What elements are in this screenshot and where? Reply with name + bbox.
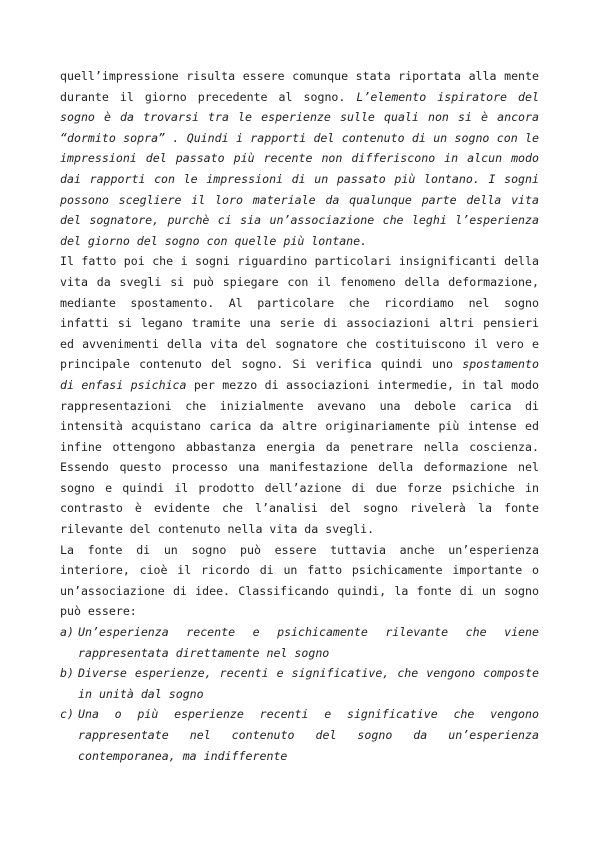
list-item [60, 704, 539, 766]
list-item [60, 663, 539, 704]
paragraph-2 [60, 251, 539, 539]
list-item-marker: b) [60, 666, 74, 681]
document-page [60, 66, 539, 766]
list-item [60, 622, 539, 663]
paragraph-1 [60, 66, 539, 251]
paragraph-1-text: quell’impressione risulta essere comunque stata riportata alla mente durante il giorno precedente al sogno. [60, 69, 539, 104]
paragraph-1-italic: L’elemento ispiratore del sogno è da trovarsi tra le esperienze sulle quali non si è ancora “dormito sopra” . Quindi i rapporti del contenuto di un sogno con le impressioni del passato più recente non differiscono in alcun modo dai rapporti con le impressioni di un passato più lontano. I sogni possono scegliere il loro materiale da qualunque parte della vita del sognatore, purchè ci sia un’associazione che leghi l’esperienza del giorno del sogno con quelle più lontane. [60, 89, 539, 248]
paragraph-3-text: La fonte di un sogno può essere tuttavia anche un’esperienza interiore, cioè il ricordo di un fatto psichicamente importante o un’associazione di idee. Classificando quindi, la fonte di un sogno può essere: [60, 542, 539, 619]
paragraph-2-italic: spostamento di enfasi psichica [60, 357, 539, 392]
paragraph-2-text-after: per mezzo di associazioni intermedie, in tal modo rappresentazioni che inizialmente avevano una debole carica di intensità acquistano carica da altre originariamente più intense ed infine ottengono abbastanza energia da penetrare nella coscienza. Essendo questo processo una manifestazione della deformazione nel sogno e quindi il prodotto dell’azione di due forze psichiche in contrasto è evidente che l’analisi del sogno rivelerà la fonte rilevante del contenuto nella vita da svegli. [60, 377, 539, 537]
list-item-marker: c) [60, 707, 74, 722]
paragraph-2-text-before: Il fatto poi che i sogni riguardino particolari insignificanti della vita da svegli si può spiegare con il fenomeno della deformazione, mediante spostamento. Al particolare che ricordiamo nel sogno infatti si legano tramite una serie di associazioni altri pensieri ed avvenimenti della vita del sognatore che costituiscono il vero e principale contenuto del sogno. Si verifica quindi uno [60, 254, 539, 372]
paragraph-3 [60, 540, 539, 622]
list-item-text: Diverse esperienze, recenti e significative, che vengono composte in unità dal sogno [78, 666, 539, 701]
list-item-text: Un’esperienza recente e psichicamente rilevante che viene rappresentata direttamente nel sogno [78, 625, 539, 660]
list-item-text: Una o più esperienze recenti e significative che vengono rappresentate nel contenuto del sogno da un’esperienza contemporanea, ma indifferente [78, 707, 539, 763]
list-item-marker: a) [60, 625, 74, 640]
source-list [60, 622, 539, 766]
